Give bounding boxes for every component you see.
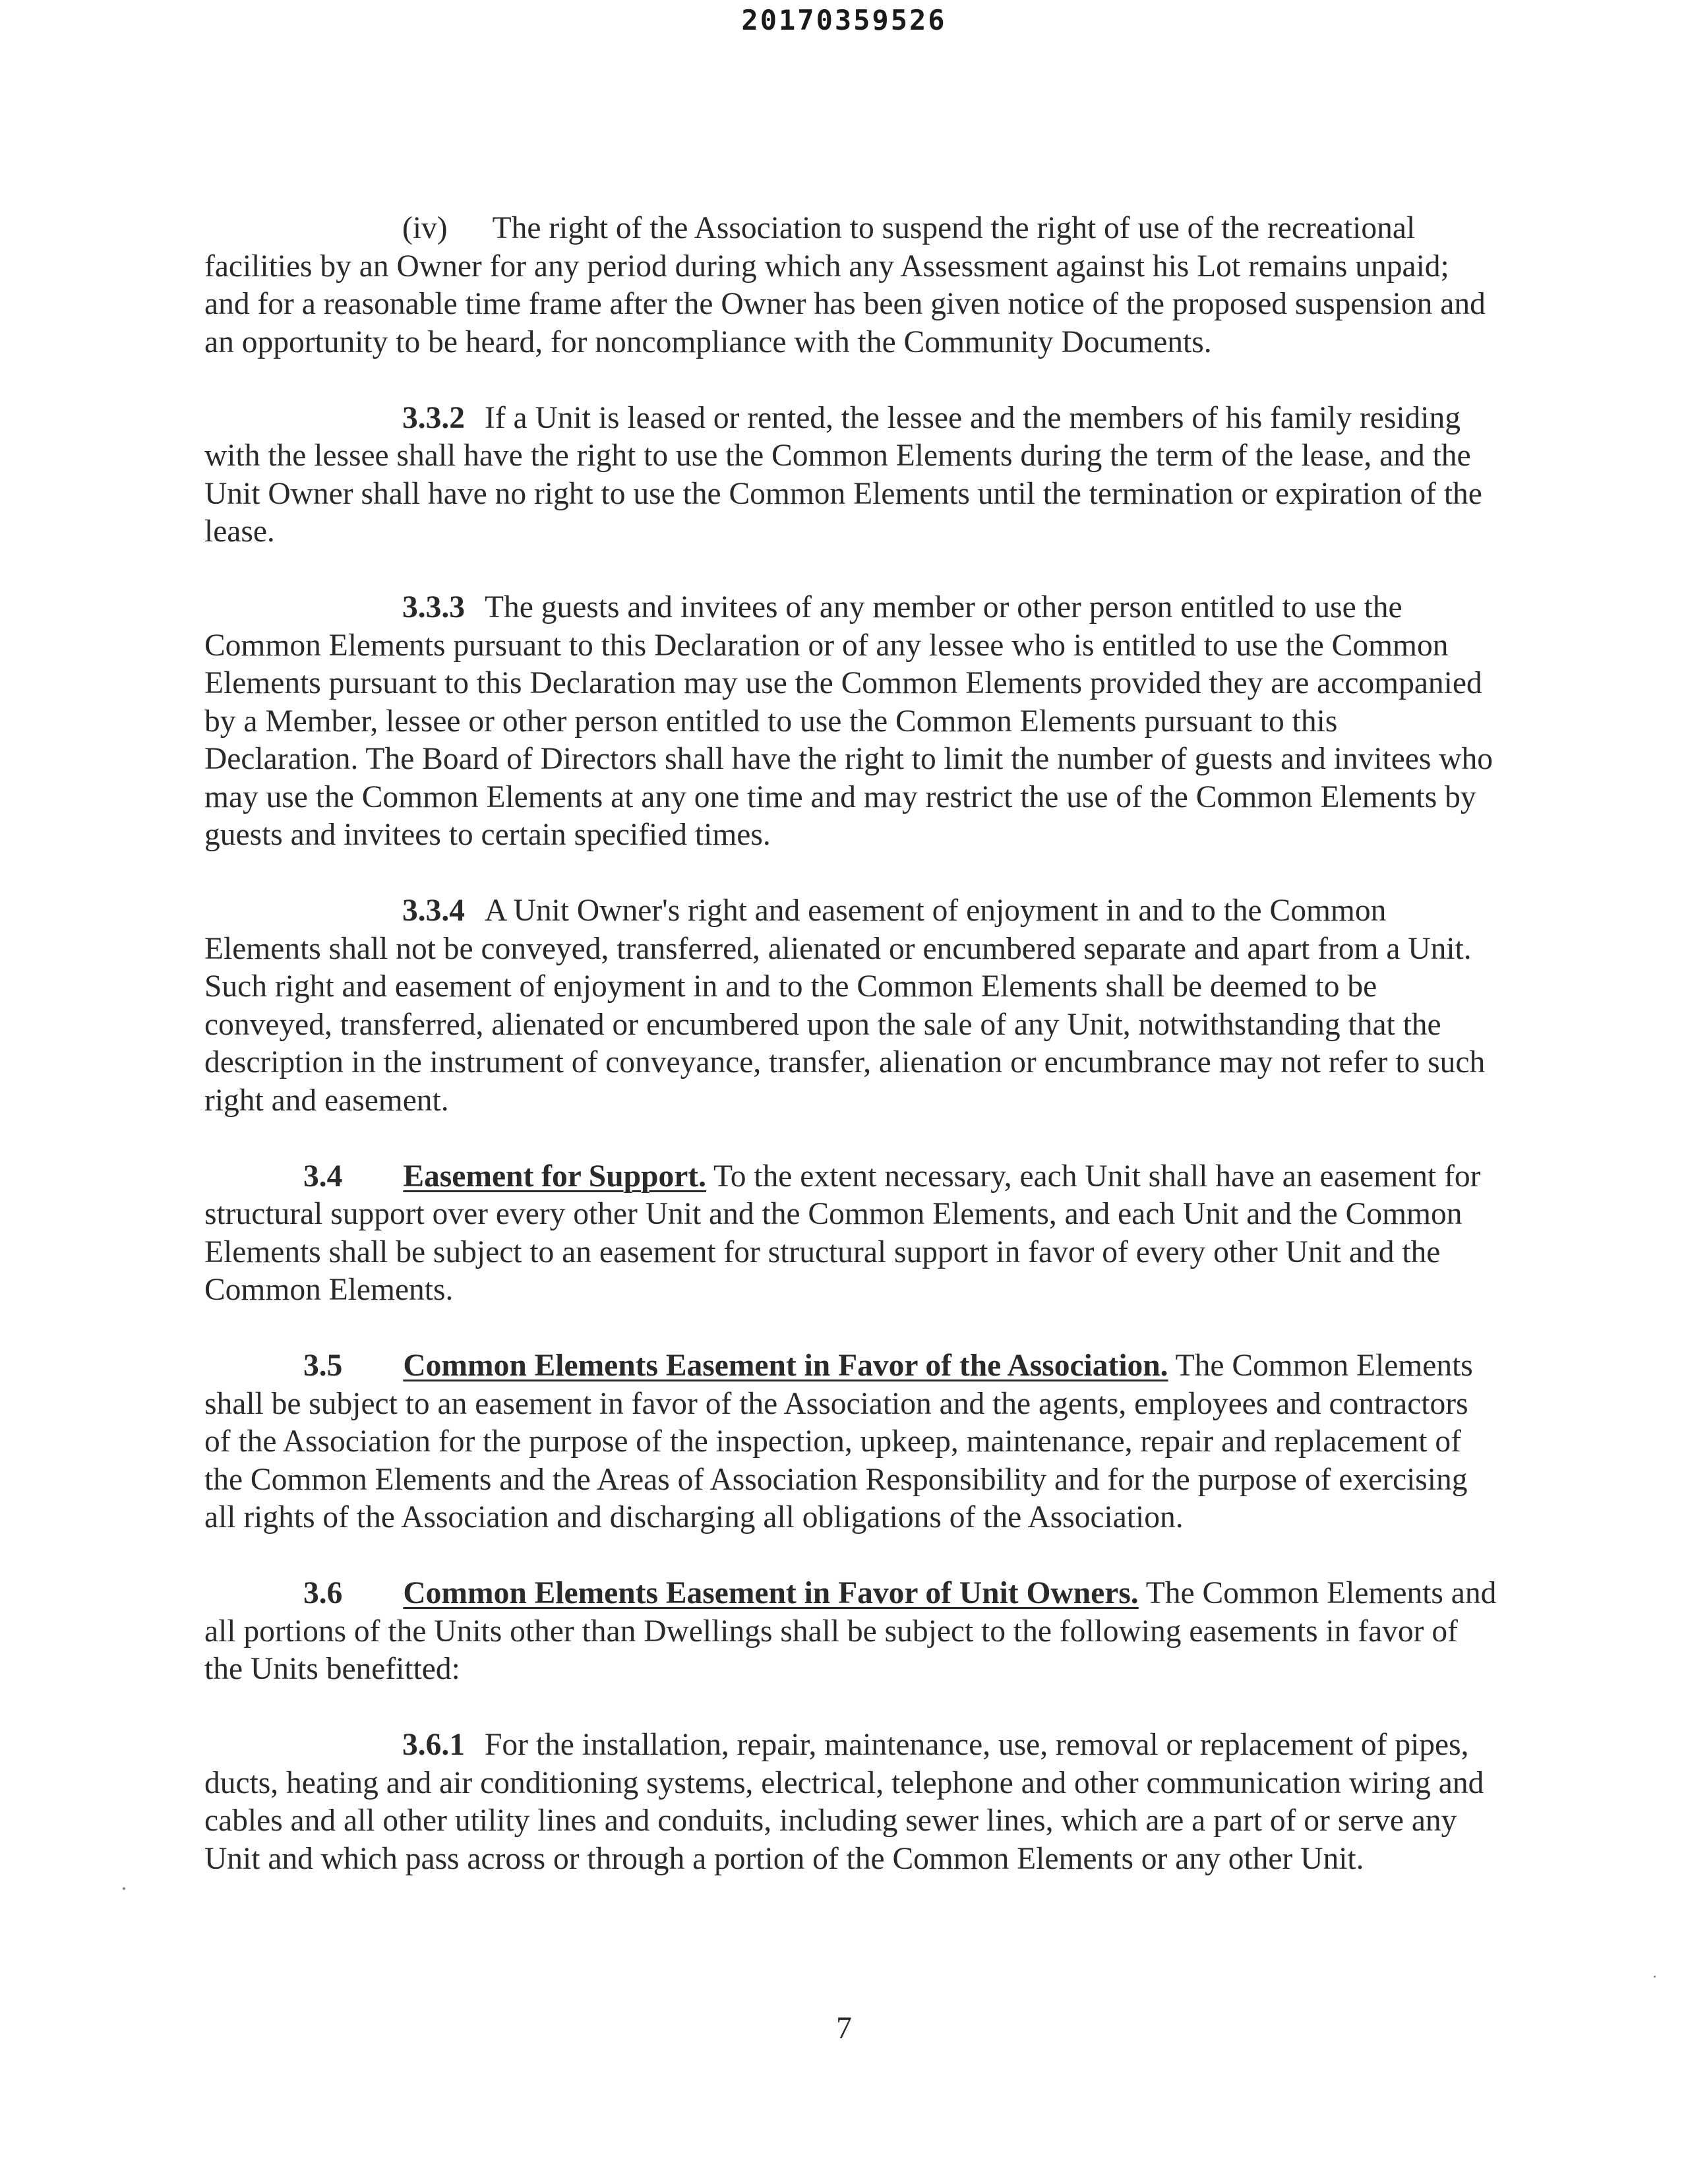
- paragraph-3-3-3-number: 3.3.3: [402, 590, 465, 624]
- paragraph-iv-number: (iv): [402, 211, 448, 245]
- section-3-4-heading: Easement for Support.: [403, 1159, 706, 1194]
- paragraph-3-6-1: [204, 1726, 1497, 1878]
- scan-speck: [123, 1887, 125, 1890]
- paragraph-3-6-1-text: For the installation, repair, maintenance, use, removal or replacement of pipes, ducts, heating and air conditioning systems, electrical, telephone and other communication wiring and cables and all other utility lines and conduits, including sewer lines, which are a part of or serve any Unit and which pass across or through a portion of the Common Elements or any other Unit.: [204, 1728, 1484, 1876]
- paragraph-3-3-3-text: The guests and invitees of any member or other person entitled to use the Common Elements pursuant to this Declaration or of any lessee who is entitled to use the Common Elements pursuant to this Declaration may use the Common Elements provided they are accompanied by a Member, lessee or other person entitled to use the Common Elements pursuant to this Declaration. The Board of Directors shall have the right to limit the number of guests and invitees who may use the Common Elements at any one time and may restrict the use of the Common Elements by guests and invitees to certain specified times.: [204, 590, 1493, 852]
- section-3-6-text: The Common Elements and all portions of the Units other than Dwellings shall be subject to the following easements in favor of the Units benefitted:: [204, 1576, 1497, 1686]
- section-3-5: [204, 1347, 1497, 1537]
- section-3-5-heading: Common Elements Easement in Favor of the Association.: [403, 1349, 1168, 1383]
- section-3-4: [204, 1158, 1497, 1310]
- section-3-4-text: To the extent necessary, each Unit shall have an easement for structural support over every other Unit and the Common Elements, and each Unit and the Common Elements shall be subject to an easement for structural support in favor of every other Unit and the Common Elements.: [204, 1159, 1481, 1307]
- document-body: [204, 210, 1497, 1916]
- paragraph-3-3-4-text: A Unit Owner's right and easement of enjoyment in and to the Common Elements shall not be conveyed, transferred, alienated or encumbered separate and apart from a Unit. Such right and easement of enjoyment in and to the Common Elements shall be deemed to be conveyed, transferred, alienated or encumbered upon the sale of any Unit, notwithstanding that the description in the instrument of conveyance, transfer, alienation or encumbrance may not refer to such right and easement.: [204, 894, 1486, 1118]
- section-3-5-text: The Common Elements shall be subject to an easement in favor of the Association and the agents, employees and contractors of the Association for the purpose of the inspection, upkeep, maintenance, repair and replacement of the Common Elements and the Areas of Association Responsibility and for the purpose of exercising all rights of the Association and discharging all obligations of the Association.: [204, 1349, 1473, 1534]
- section-3-6: [204, 1575, 1497, 1689]
- paragraph-3-6-1-number: 3.6.1: [402, 1728, 465, 1762]
- paragraph-3-3-2: [204, 400, 1497, 551]
- paragraph-3-3-3: [204, 589, 1497, 855]
- section-3-5-number: 3.5: [303, 1349, 343, 1383]
- page-number: 7: [836, 2011, 852, 2046]
- section-3-4-number: 3.4: [303, 1159, 343, 1194]
- paragraph-iv: [204, 210, 1497, 361]
- paragraph-3-3-4-number: 3.3.4: [402, 894, 465, 928]
- section-3-6-heading: Common Elements Easement in Favor of Unit Owners.: [403, 1576, 1139, 1610]
- scan-speck: [1654, 1976, 1656, 1978]
- paragraph-3-3-2-number: 3.3.2: [402, 400, 465, 435]
- document-number: 20170359526: [741, 4, 947, 36]
- paragraph-iv-text: The right of the Association to suspend the right of use of the recreational facilities by an Owner for any period during which any Assessment against his Lot remains unpaid; and for a reasonable time frame after the Owner has been given notice of the proposed suspension and an opportunity to be heard, for noncompliance with the Community Documents.: [204, 211, 1486, 359]
- section-3-6-number: 3.6: [303, 1576, 343, 1610]
- paragraph-3-3-2-text: If a Unit is leased or rented, the lessee and the members of his family residing with the lessee shall have the right to use the Common Elements during the term of the lease, and the Unit Owner shall have no right to use the Common Elements until the termination or expiration of the lease.: [204, 400, 1482, 549]
- paragraph-3-3-4: [204, 892, 1497, 1120]
